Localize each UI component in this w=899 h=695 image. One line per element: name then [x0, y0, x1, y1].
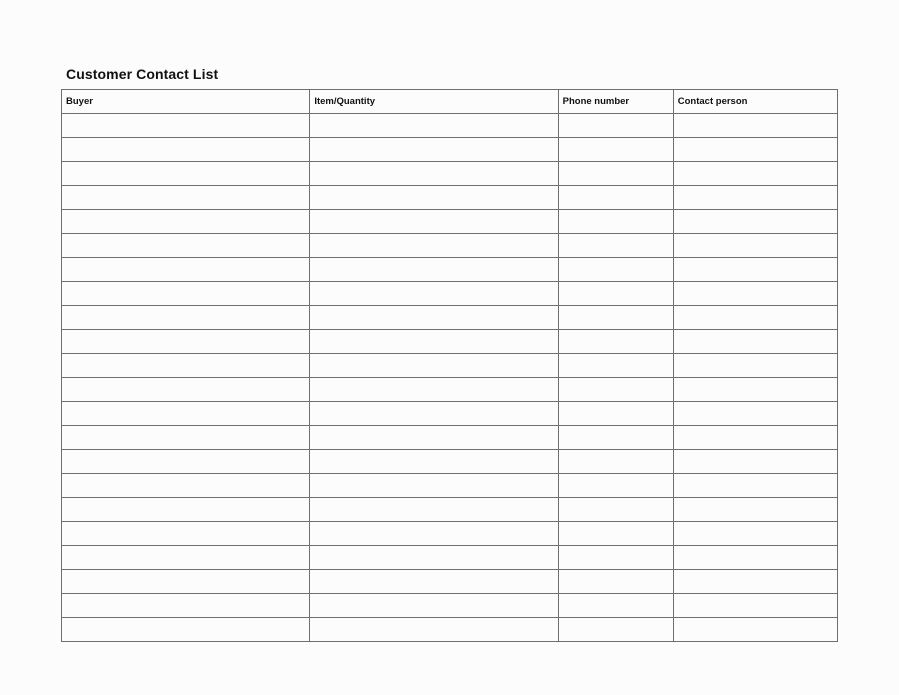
- cell-buyer[interactable]: [62, 570, 310, 594]
- table-row: [62, 282, 838, 306]
- table-row: [62, 402, 838, 426]
- table-row: [62, 114, 838, 138]
- cell-buyer[interactable]: [62, 306, 310, 330]
- cell-phone-number[interactable]: [558, 258, 673, 282]
- cell-phone-number[interactable]: [558, 378, 673, 402]
- cell-phone-number[interactable]: [558, 234, 673, 258]
- table-row: [62, 354, 838, 378]
- cell-contact-person[interactable]: [673, 378, 837, 402]
- cell-contact-person[interactable]: [673, 618, 837, 642]
- table-row: [62, 594, 838, 618]
- cell-buyer[interactable]: [62, 498, 310, 522]
- cell-contact-person[interactable]: [673, 282, 837, 306]
- cell-contact-person[interactable]: [673, 330, 837, 354]
- cell-phone-number[interactable]: [558, 330, 673, 354]
- cell-contact-person[interactable]: [673, 186, 837, 210]
- cell-phone-number[interactable]: [558, 522, 673, 546]
- cell-contact-person[interactable]: [673, 522, 837, 546]
- cell-buyer[interactable]: [62, 474, 310, 498]
- cell-phone-number[interactable]: [558, 546, 673, 570]
- cell-item-quantity[interactable]: [310, 594, 558, 618]
- cell-contact-person[interactable]: [673, 570, 837, 594]
- column-header-buyer: Buyer: [62, 90, 310, 114]
- cell-item-quantity[interactable]: [310, 426, 558, 450]
- cell-contact-person[interactable]: [673, 138, 837, 162]
- table-row: [62, 426, 838, 450]
- table-row: [62, 234, 838, 258]
- cell-buyer[interactable]: [62, 210, 310, 234]
- cell-phone-number[interactable]: [558, 594, 673, 618]
- cell-item-quantity[interactable]: [310, 210, 558, 234]
- cell-phone-number[interactable]: [558, 498, 673, 522]
- cell-item-quantity[interactable]: [310, 498, 558, 522]
- cell-phone-number[interactable]: [558, 114, 673, 138]
- table-row: [62, 378, 838, 402]
- cell-item-quantity[interactable]: [310, 162, 558, 186]
- cell-contact-person[interactable]: [673, 402, 837, 426]
- cell-contact-person[interactable]: [673, 162, 837, 186]
- cell-buyer[interactable]: [62, 162, 310, 186]
- cell-item-quantity[interactable]: [310, 378, 558, 402]
- cell-phone-number[interactable]: [558, 186, 673, 210]
- cell-contact-person[interactable]: [673, 234, 837, 258]
- cell-item-quantity[interactable]: [310, 618, 558, 642]
- table-row: [62, 138, 838, 162]
- cell-contact-person[interactable]: [673, 426, 837, 450]
- cell-item-quantity[interactable]: [310, 114, 558, 138]
- cell-item-quantity[interactable]: [310, 474, 558, 498]
- cell-buyer[interactable]: [62, 546, 310, 570]
- cell-contact-person[interactable]: [673, 450, 837, 474]
- table-row: [62, 570, 838, 594]
- cell-item-quantity[interactable]: [310, 138, 558, 162]
- table-row: [62, 306, 838, 330]
- cell-phone-number[interactable]: [558, 450, 673, 474]
- table-row: [62, 546, 838, 570]
- cell-item-quantity[interactable]: [310, 450, 558, 474]
- cell-contact-person[interactable]: [673, 210, 837, 234]
- cell-item-quantity[interactable]: [310, 330, 558, 354]
- cell-contact-person[interactable]: [673, 354, 837, 378]
- column-header-phone-number: Phone number: [558, 90, 673, 114]
- cell-contact-person[interactable]: [673, 474, 837, 498]
- cell-phone-number[interactable]: [558, 282, 673, 306]
- cell-buyer[interactable]: [62, 426, 310, 450]
- cell-phone-number[interactable]: [558, 570, 673, 594]
- cell-buyer[interactable]: [62, 258, 310, 282]
- cell-buyer[interactable]: [62, 618, 310, 642]
- cell-phone-number[interactable]: [558, 162, 673, 186]
- table-row: [62, 522, 838, 546]
- cell-item-quantity[interactable]: [310, 306, 558, 330]
- table-row: [62, 450, 838, 474]
- cell-phone-number[interactable]: [558, 426, 673, 450]
- cell-contact-person[interactable]: [673, 258, 837, 282]
- cell-contact-person[interactable]: [673, 546, 837, 570]
- cell-item-quantity[interactable]: [310, 282, 558, 306]
- cell-contact-person[interactable]: [673, 114, 837, 138]
- cell-buyer[interactable]: [62, 234, 310, 258]
- cell-item-quantity[interactable]: [310, 258, 558, 282]
- cell-phone-number[interactable]: [558, 354, 673, 378]
- cell-item-quantity[interactable]: [310, 546, 558, 570]
- table-row: [62, 474, 838, 498]
- cell-contact-person[interactable]: [673, 498, 837, 522]
- table-row: [62, 330, 838, 354]
- cell-item-quantity[interactable]: [310, 186, 558, 210]
- table-row: [62, 162, 838, 186]
- cell-buyer[interactable]: [62, 114, 310, 138]
- cell-buyer[interactable]: [62, 354, 310, 378]
- cell-contact-person[interactable]: [673, 306, 837, 330]
- cell-buyer[interactable]: [62, 450, 310, 474]
- cell-item-quantity[interactable]: [310, 402, 558, 426]
- contact-list-table: [61, 89, 838, 642]
- cell-buyer[interactable]: [62, 186, 310, 210]
- cell-item-quantity[interactable]: [310, 570, 558, 594]
- cell-buyer[interactable]: [62, 282, 310, 306]
- cell-buyer[interactable]: [62, 330, 310, 354]
- cell-phone-number[interactable]: [558, 306, 673, 330]
- column-header-contact-person: Contact person: [673, 90, 837, 114]
- cell-phone-number[interactable]: [558, 402, 673, 426]
- document-title: Customer Contact List: [66, 66, 219, 82]
- table-row: [62, 498, 838, 522]
- cell-phone-number[interactable]: [558, 618, 673, 642]
- cell-buyer[interactable]: [62, 522, 310, 546]
- cell-phone-number[interactable]: [558, 474, 673, 498]
- cell-buyer[interactable]: [62, 138, 310, 162]
- table-body: [62, 114, 838, 642]
- cell-item-quantity[interactable]: [310, 354, 558, 378]
- cell-buyer[interactable]: [62, 594, 310, 618]
- cell-item-quantity[interactable]: [310, 234, 558, 258]
- cell-item-quantity[interactable]: [310, 522, 558, 546]
- cell-phone-number[interactable]: [558, 210, 673, 234]
- column-header-item-quantity: Item/Quantity: [310, 90, 558, 114]
- table-row: [62, 186, 838, 210]
- table-row: [62, 210, 838, 234]
- table-row: [62, 618, 838, 642]
- table-row: [62, 258, 838, 282]
- table-header-row: [62, 90, 838, 114]
- cell-contact-person[interactable]: [673, 594, 837, 618]
- cell-buyer[interactable]: [62, 378, 310, 402]
- cell-phone-number[interactable]: [558, 138, 673, 162]
- cell-buyer[interactable]: [62, 402, 310, 426]
